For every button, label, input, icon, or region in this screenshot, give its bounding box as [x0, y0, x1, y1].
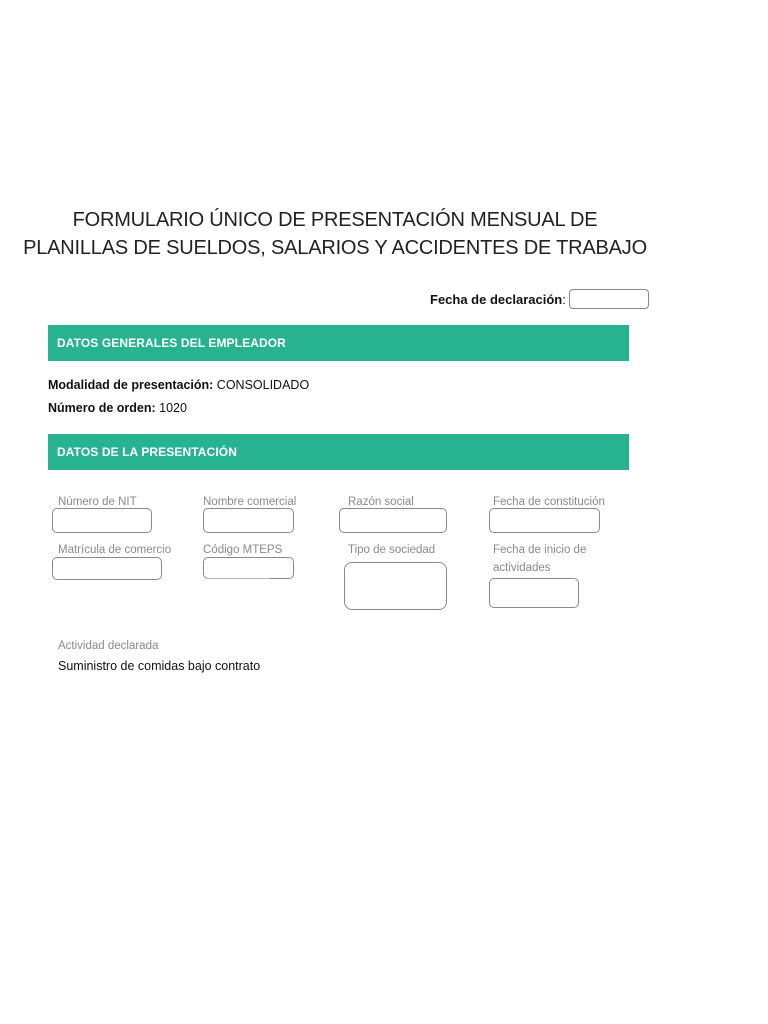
orden-line — [48, 401, 187, 415]
orden-value: 1020 — [159, 401, 187, 415]
tipo-sociedad-label: Tipo de sociedad — [348, 544, 436, 556]
codigo-mteps-underline — [206, 578, 270, 579]
matricula-field[interactable] — [52, 557, 162, 580]
codigo-mteps-label: Código MTEPS — [203, 544, 283, 556]
nombre-comercial-label: Nombre comercial — [203, 496, 297, 508]
fecha-inicio-label-line-1: Fecha de inicio de — [493, 544, 587, 556]
nit-field[interactable] — [52, 508, 152, 533]
razon-social-label: Razón social — [348, 496, 414, 508]
form-title-line-2: PLANILLAS DE SUELDOS, SALARIOS Y ACCIDENTES DE TRABAJO — [23, 237, 647, 259]
razon-social-field[interactable] — [339, 508, 447, 533]
tipo-sociedad-field[interactable] — [344, 562, 447, 610]
fecha-declaracion-colon: : — [562, 291, 566, 307]
nit-label: Número de NIT — [58, 496, 137, 508]
fecha-inicio-field[interactable] — [489, 578, 579, 608]
fecha-declaracion-label: Fecha de declaración — [430, 291, 563, 307]
section-datos-presentacion: DATOS DE LA PRESENTACIÓN — [48, 434, 629, 470]
fecha-constitucion-field[interactable] — [489, 508, 600, 533]
fecha-inicio-label-line-2: actividades — [493, 562, 551, 574]
fecha-declaracion-row — [430, 288, 649, 310]
actividad-declarada-value: Suministro de comidas bajo contrato — [58, 659, 261, 673]
fecha-constitucion-label: Fecha de constitución — [493, 496, 605, 508]
section-datos-generales: DATOS GENERALES DEL EMPLEADOR — [48, 325, 629, 361]
codigo-mteps-field[interactable] — [203, 557, 294, 579]
form-title — [0, 206, 670, 262]
modalidad-line — [48, 378, 309, 392]
modalidad-label: Modalidad de presentación: — [48, 378, 214, 392]
nombre-comercial-field[interactable] — [203, 508, 294, 533]
form-title-line-1: FORMULARIO ÚNICO DE PRESENTACIÓN MENSUAL DE — [72, 209, 598, 231]
orden-label: Número de orden: — [48, 401, 156, 415]
actividad-declarada-label: Actividad declarada — [58, 640, 159, 652]
modalidad-value: CONSOLIDADO — [216, 378, 310, 392]
matricula-label: Matrícula de comercio — [58, 544, 172, 556]
fecha-declaracion-field[interactable] — [569, 289, 649, 309]
